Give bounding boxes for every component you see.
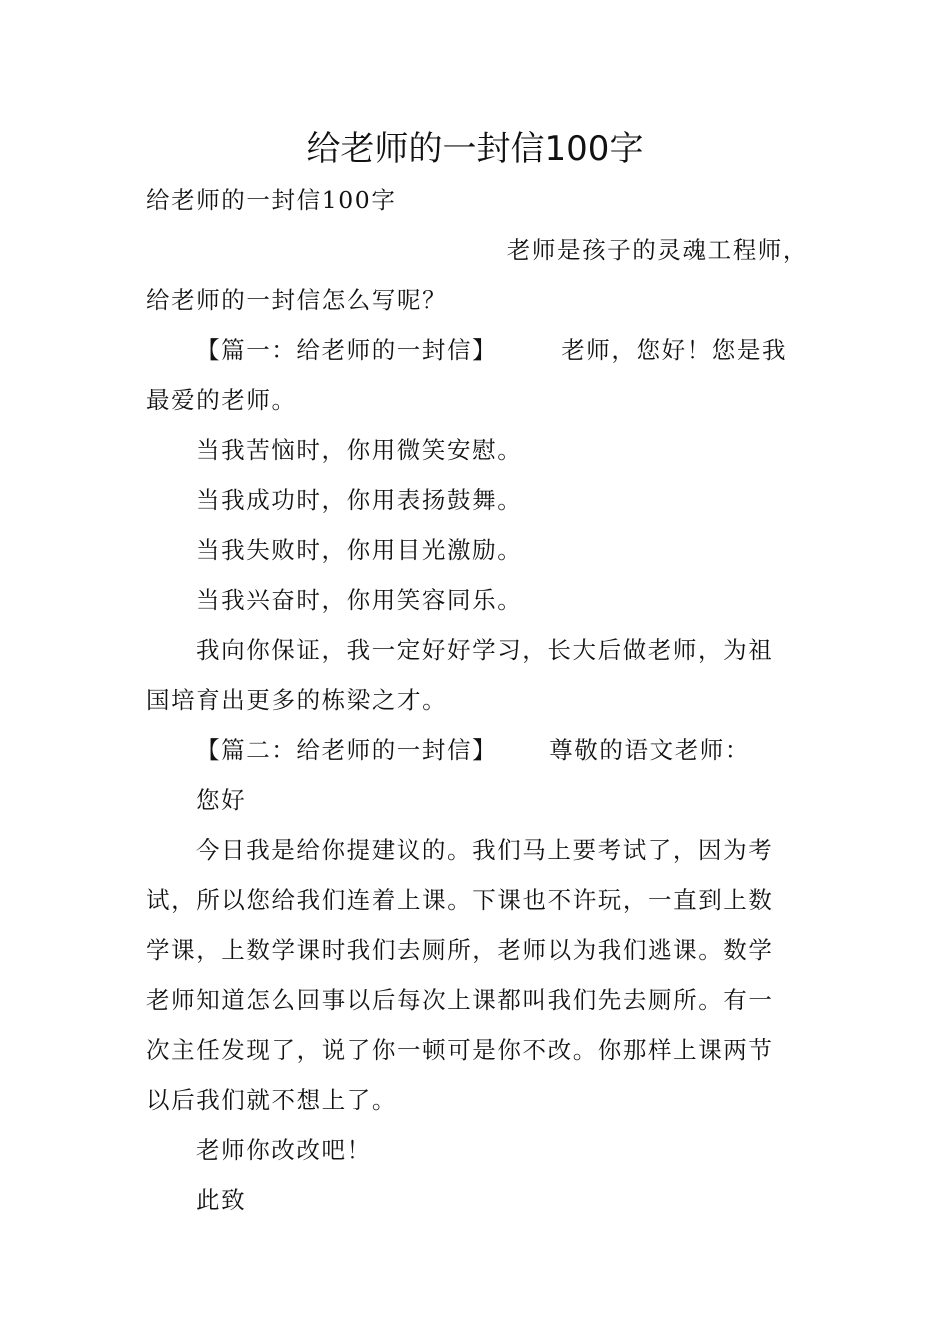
text-line: 以后我们就不想上了。 bbox=[146, 1086, 397, 1114]
text-line: 老师知道怎么回事以后每次上课都叫我们先去厕所。有一 bbox=[146, 986, 774, 1014]
section-heading-line bbox=[196, 325, 808, 375]
text-line: 国培育出更多的栋梁之才。 bbox=[146, 686, 448, 714]
text-line: 当我苦恼时，你用微笑安慰。 bbox=[196, 436, 523, 464]
section-heading-line bbox=[196, 725, 808, 775]
subtitle-line: 给老师的一封信100字 bbox=[146, 186, 397, 214]
text-segment: 老师，您好！您是我 bbox=[561, 336, 788, 364]
text-line: 此致 bbox=[196, 1186, 247, 1214]
text-line: 当我失败时，你用目光激励。 bbox=[196, 536, 523, 564]
text-line: 当我成功时，你用表扬鼓舞。 bbox=[196, 486, 523, 514]
document-title: 给老师的一封信100字 bbox=[306, 129, 644, 169]
section-heading: 【篇一：给老师的一封信】 bbox=[196, 336, 498, 364]
text-line: 您好 bbox=[196, 786, 247, 814]
text-line: 今日我是给你提建议的。我们马上要考试了，因为考 bbox=[196, 836, 774, 864]
text-line: 老师你改改吧！ bbox=[196, 1136, 372, 1164]
text-line: 次主任发现了，说了你一顿可是你不改。你那样上课两节 bbox=[146, 1036, 774, 1064]
text-segment: 尊敬的语文老师： bbox=[549, 736, 751, 764]
text-line: 最爱的老师。 bbox=[146, 386, 297, 414]
text-line: 试，所以您给我们连着上课。下课也不许玩，一直到上数 bbox=[146, 886, 774, 914]
text-line: 老师是孩子的灵魂工程师， bbox=[506, 236, 808, 264]
section-heading: 【篇二：给老师的一封信】 bbox=[196, 736, 498, 764]
text-line: 学课，上数学课时我们去厕所，老师以为我们逃课。数学 bbox=[146, 936, 774, 964]
text-line: 当我兴奋时，你用笑容同乐。 bbox=[196, 586, 523, 614]
text-line: 我向你保证，我一定好好学习，长大后做老师，为祖 bbox=[196, 636, 774, 664]
text-line: 给老师的一封信怎么写呢？ bbox=[146, 286, 448, 314]
